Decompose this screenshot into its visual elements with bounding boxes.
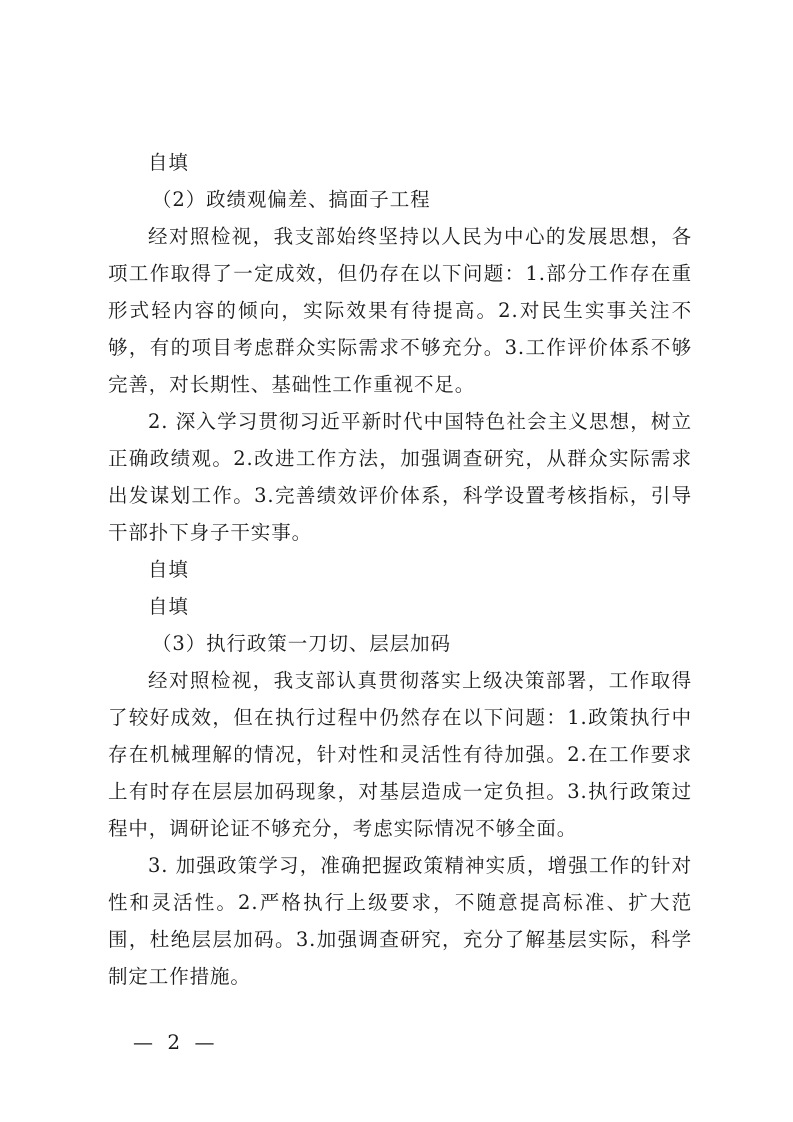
- paragraph-self-fill-1: 自填: [148, 151, 189, 174]
- paragraph-review-2: 经对照检视，我支部始终坚持以人民为中心的发展思想，各项工作取得了一定成效，但仍存在以下问题：1.部分工作存在重形式轻内容的倾向，实际效果有待提高。2.对民生实事关注不够，有的项目考虑群众实际需求不够充分。3.工作评价体系不够完善，对长期性、基础性工作重视不足。: [108, 225, 692, 396]
- section-heading-3: （3）执行政策一刀切、层层加码: [152, 632, 451, 655]
- paragraph-measures-2: 2. 深入学习贯彻习近平新时代中国特色社会主义思想，树立正确政绩观。2.改进工作方法，加强调查研究，从群众实际需求出发谋划工作。3.完善绩效评价体系，科学设置考核指标，引导干部扑下身子干实事。: [108, 410, 692, 544]
- page-number: — 2 —: [133, 1030, 219, 1054]
- paragraph-measures-3: 3. 加强政策学习，准确把握政策精神实质，增强工作的针对性和灵活性。2.严格执行上级要求，不随意提高标准、扩大范围，杜绝层层加码。3.加强调查研究，充分了解基层实际，科学制定工作措施。: [108, 854, 692, 988]
- document-body: [108, 144, 692, 995]
- section-heading-2: （2）政绩观偏差、搞面子工程: [152, 188, 431, 211]
- paragraph-self-fill-3: 自填: [148, 595, 189, 618]
- paragraph-review-3: 经对照检视，我支部认真贯彻落实上级决策部署，工作取得了较好成效，但在执行过程中仍然存在以下问题：1.政策执行中存在机械理解的情况，针对性和灵活性有待加强。2.在工作要求上有时存在层层加码现象，对基层造成一定负担。3.执行政策过程中，调研论证不够充分，考虑实际情况不够全面。: [108, 669, 692, 840]
- paragraph-self-fill-2: 自填: [148, 558, 189, 581]
